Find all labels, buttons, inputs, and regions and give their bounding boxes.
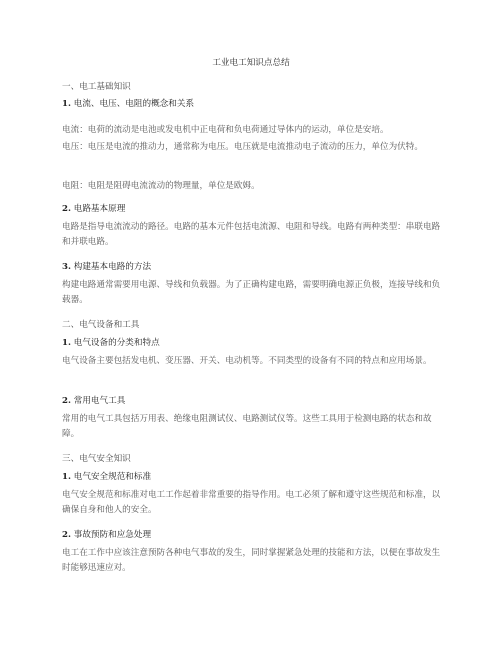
subsection-title: 电气安全规范和标准 [73,472,152,482]
subsection-title: 事故预防和应急处理 [73,530,152,540]
subsection-heading-1-2 [62,202,447,217]
subsection-heading-3-2 [62,528,447,543]
paragraph: 电阻：电阻是阻碍电流流动的物理量，单位是欧姆。 [62,181,260,191]
paragraph: 构建电路通常需要用电源、导线和负载器。为了正确构建电路，需要明确电源正负极，连接导线和负载器。 [62,280,441,305]
paragraph: 电流：电荷的流动是电池或发电机中正电荷和负电荷通过导体内的运动，单位是安培。 [62,125,389,135]
subsection-title: 构建基本电路的方法 [73,262,152,272]
subsection-number: 3. [62,262,71,272]
subsection-heading-2-1 [62,336,447,351]
paragraph: 电气安全规范和标准对电工工作起着非常重要的指导作用。电工必须了解和遵守这些规范和标准，以确保自身和他人的安全。 [62,490,441,515]
section-heading-1: 一、电工基础知识 [62,82,131,92]
subsection-title: 常用电气工具 [73,396,126,406]
paragraph: 电工在工作中应该注意预防各种电气事故的发生，同时掌握紧急处理的技能和方法，以便在事故发生时能够迅速应对。 [62,548,441,573]
subsection-heading-1-1 [62,97,447,112]
subsection-heading-2-2 [62,394,447,409]
subsection-number: 1. [62,99,71,109]
document-title: 工业电工知识点总结 [212,58,290,68]
paragraph: 常用的电气工具包括万用表、绝缘电阻测试仪、电路测试仪等。这些工具用于检测电路的状态和故障。 [62,414,432,439]
subsection-title: 电路基本原理 [73,204,126,214]
section-heading-3: 三、电气安全知识 [62,454,131,464]
subsection-number: 1. [62,338,71,348]
subsection-heading-1-3 [62,260,447,275]
section-heading-2: 二、电气设备和工具 [62,320,140,330]
subsection-title: 电流、电压、电阻的概念和关系 [73,99,195,109]
paragraph: 电气设备主要包括发电机、变压器、开关、电动机等。不同类型的设备有不同的特点和应用场景。 [62,356,432,366]
subsection-heading-3-1 [62,470,447,485]
subsection-number: 2. [62,530,71,540]
subsection-number: 2. [62,396,71,406]
subsection-number: 1. [62,472,71,482]
paragraph: 电路是指导电流流动的路径。电路的基本元件包括电流源、电阻和导线。电路有两种类型：串联电路和并联电路。 [62,222,441,247]
subsection-title: 电气设备的分类和特点 [73,338,160,348]
subsection-number: 2. [62,204,71,214]
paragraph: 电压：电压是电流的推动力，通常称为电压。电压就是电流推动电子流动的压力，单位为伏特。 [62,142,423,152]
